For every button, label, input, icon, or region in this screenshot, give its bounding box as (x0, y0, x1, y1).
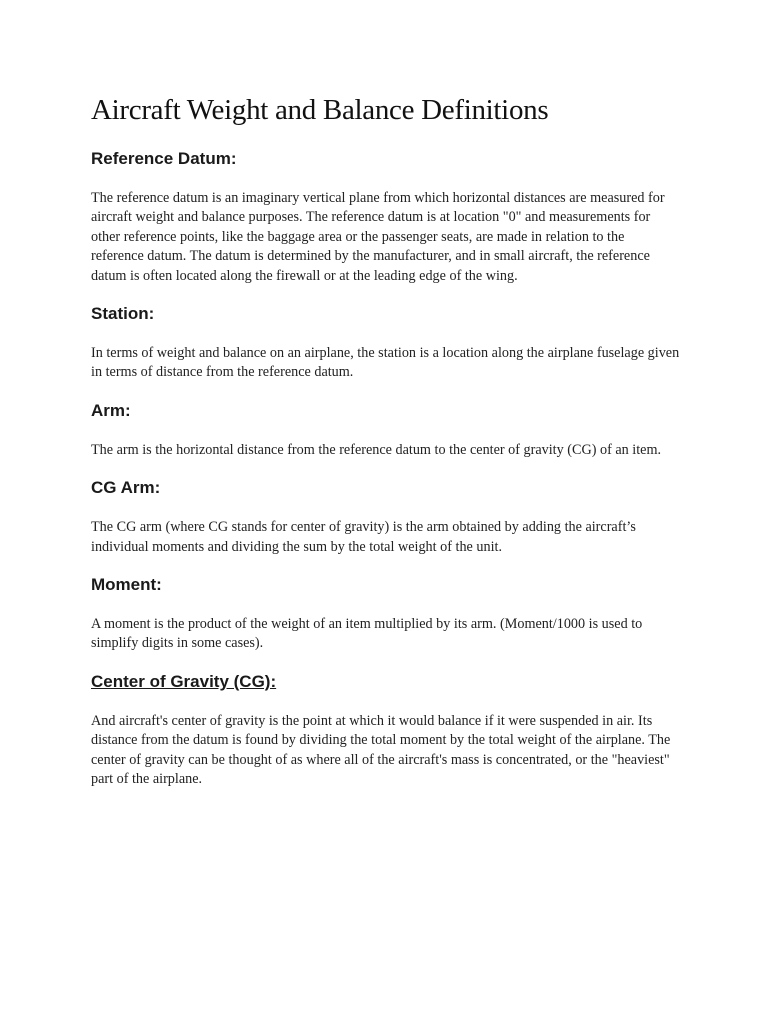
section-body: And aircraft's center of gravity is the point at which it would balance if it were suspended in air. Its distance from the datum is found by dividing the total moment by the total weight of the airplane. The center of gravity can be thought of as where all of the aircraft's mass is concentrated, or the "heaviest" part of the airplane. (91, 712, 671, 788)
section-reference-datum (91, 148, 680, 286)
section-heading: Moment: (91, 575, 162, 595)
section-body: In terms of weight and balance on an airplane, the station is a location along the airplane fuselage given in terms of distance from the reference datum. (91, 345, 680, 381)
section-heading: CG Arm: (91, 478, 161, 498)
section-body: The arm is the horizontal distance from the reference datum to the center of gravity (CG) of an item. (91, 441, 662, 458)
document-title: Aircraft Weight and Balance Definitions (91, 94, 549, 126)
section-heading-link[interactable]: Center of Gravity (CG): (91, 671, 277, 691)
section-heading: Arm: (91, 400, 131, 420)
section-cg-arm (91, 477, 680, 557)
section-arm (91, 400, 680, 460)
section-station (91, 303, 680, 383)
section-center-of-gravity (91, 671, 680, 790)
section-body: The CG arm (where CG stands for center of gravity) is the arm obtained by adding the aircraft’s individual moments and dividing the sum by the total weight of the unit. (91, 519, 636, 555)
section-heading: Station: (91, 304, 155, 324)
section-heading: Reference Datum: (91, 149, 237, 168)
section-body: A moment is the product of the weight of an item multiplied by its arm. (Moment/1000 is used to simplify digits in some cases). (91, 616, 643, 652)
section-body: The reference datum is an imaginary vertical plane from which horizontal distances are measured for aircraft weight and balance purposes. The reference datum is at location "0" and measurements for other reference points, like the baggage area or the passenger seats, are made in relation to the reference datum. The datum is determined by the manufacturer, and in small aircraft, the reference datum is often located along the firewall or at the leading edge of the wing. (91, 190, 665, 284)
section-moment (91, 574, 680, 654)
